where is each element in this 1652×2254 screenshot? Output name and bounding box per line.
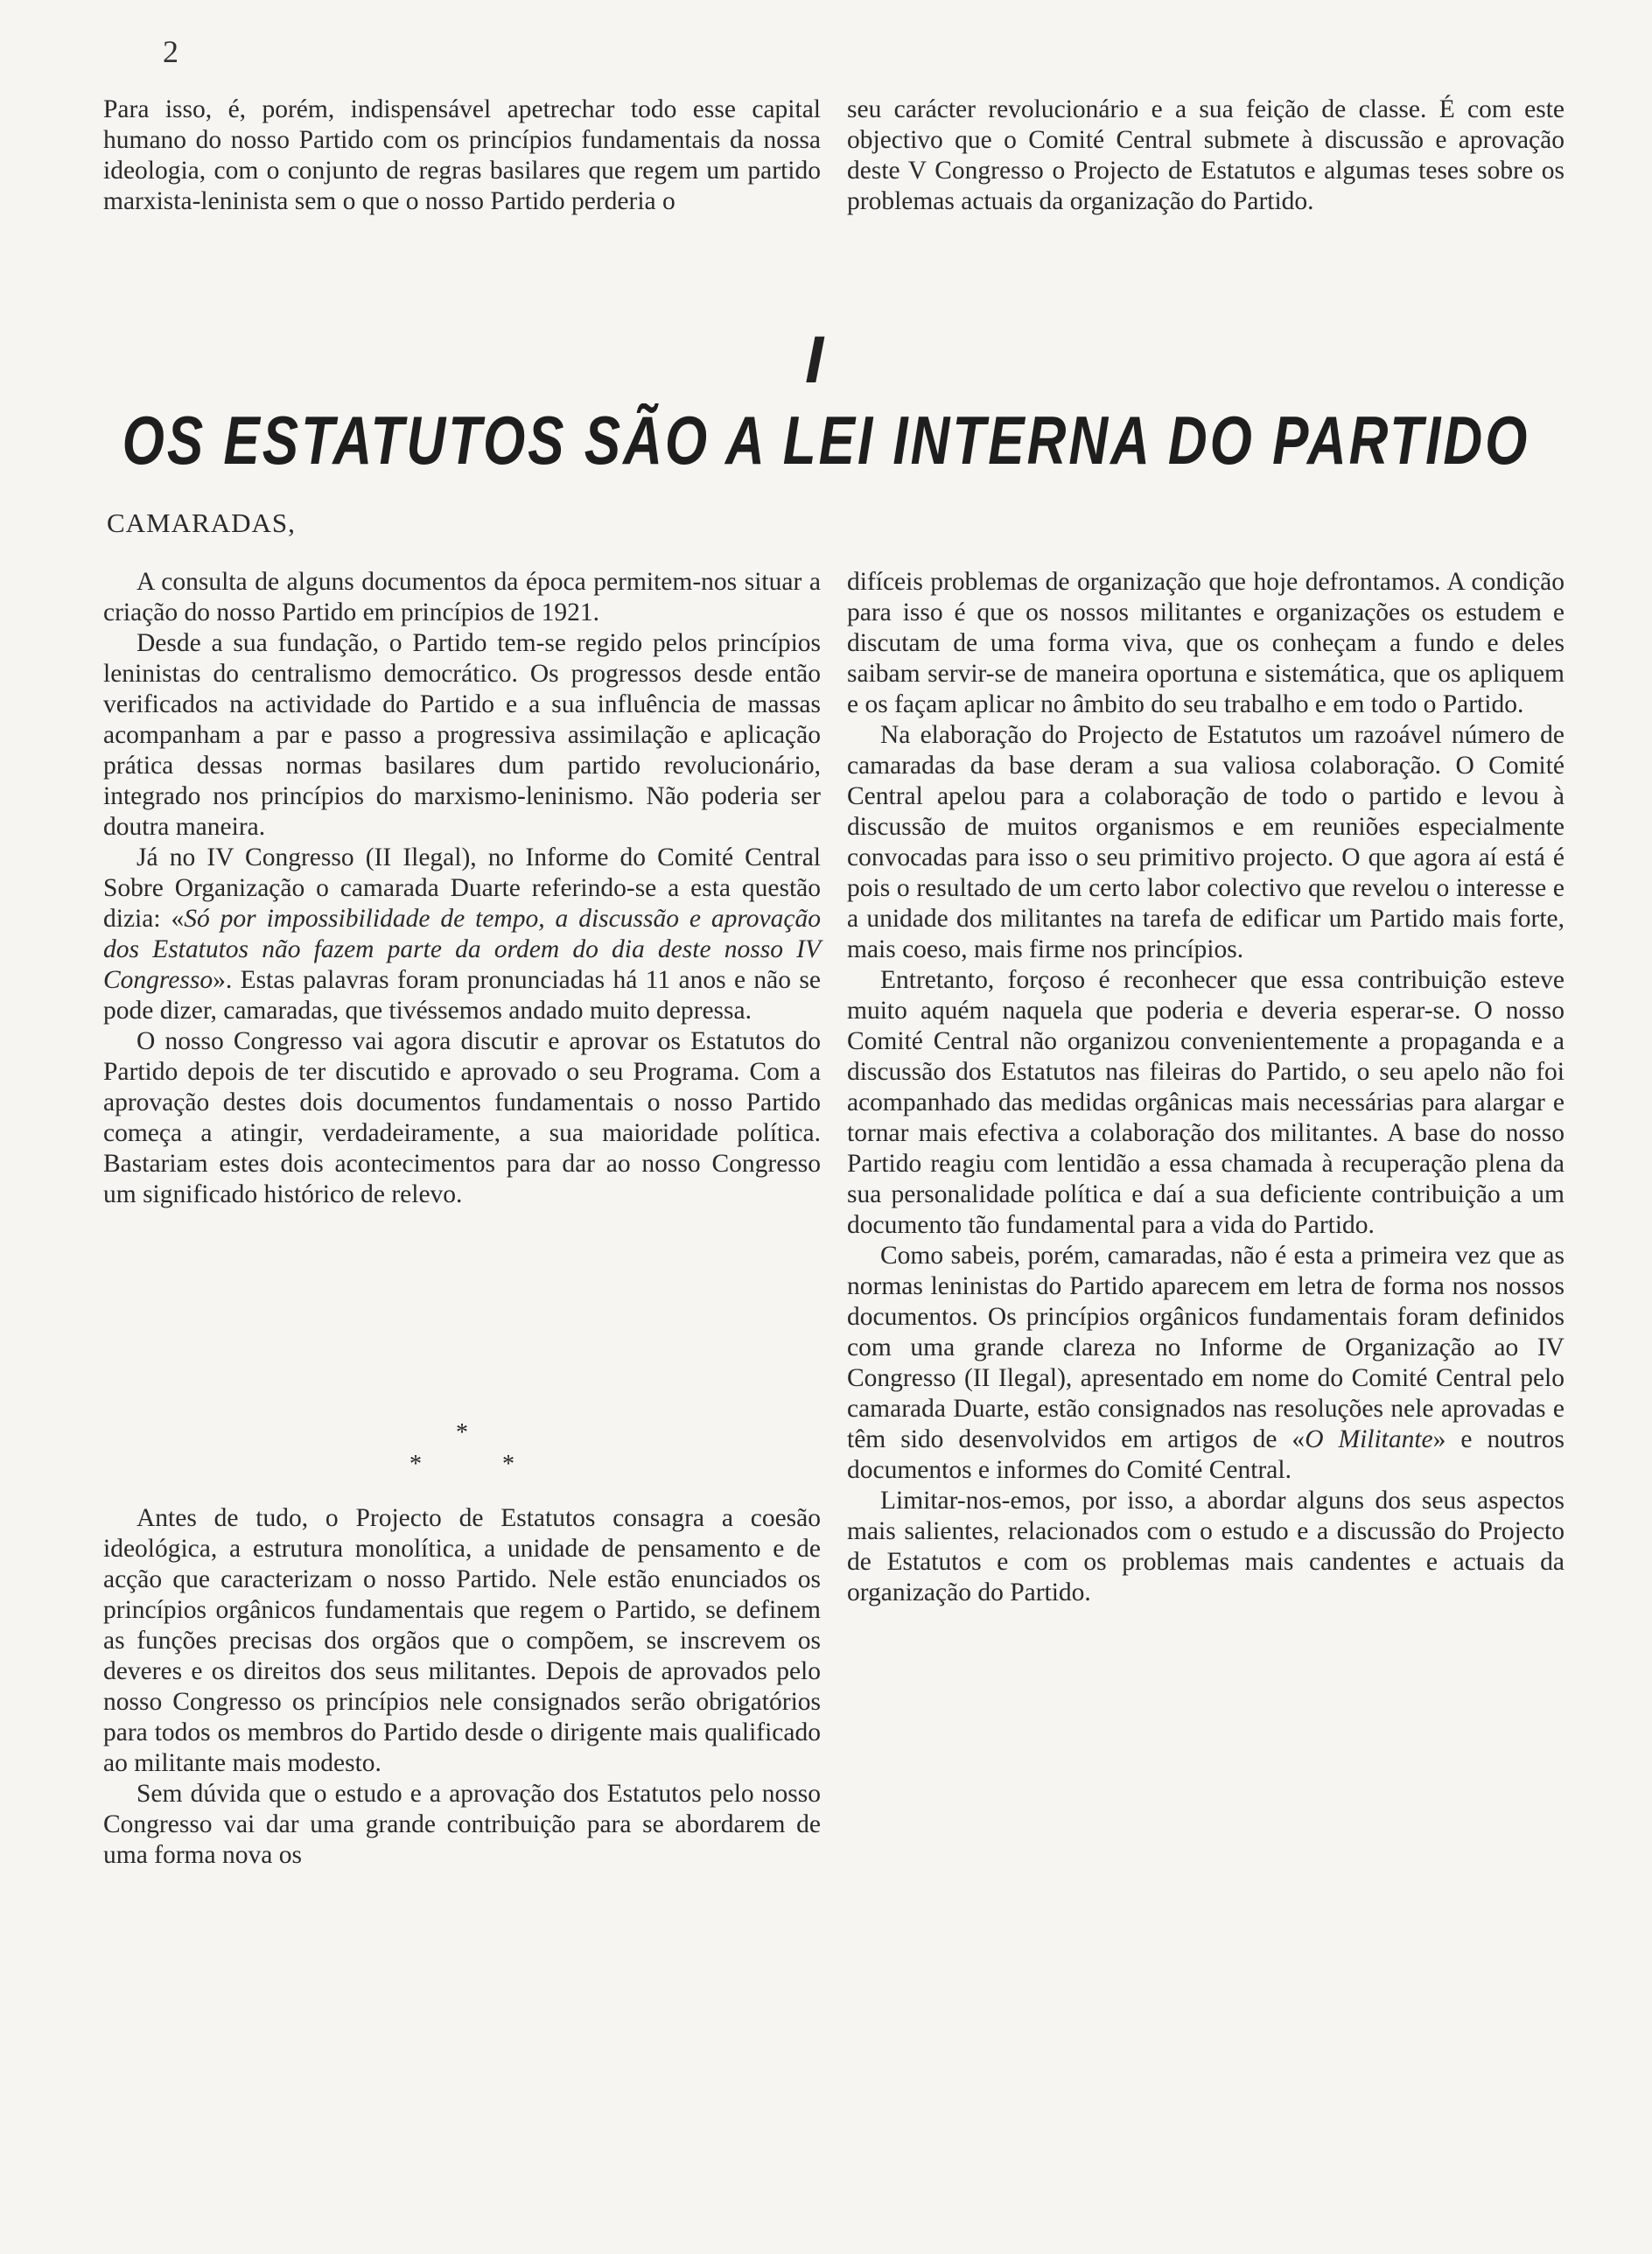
intro-right-column <box>847 94 1564 217</box>
quote-outro: ». Estas palavras foram pronunciadas há 11 anos e não se pode dizer, camaradas, que tivéssemos andado muito depressa. <box>103 966 821 1025</box>
right-paragraph-3: Entretanto, forçoso é reconhecer que essa contribuição esteve muito aquém naquela que poderia e deveria esperar-se. O nosso Comité Central não organizou convenientemente a propaganda e a discussão dos Estatutos nas fileiras do Partido, o seu apelo não foi acompanhado das medidas orgânicas mais necessárias para alargar e tornar mais efectiva a colaboração dos militantes. A base do nosso Partido reagiu com lentidão a essa chamada à recuperação plena da sua personalidade política e daí a sua deficiente contribuição a um documento tão fundamental para a vida do Partido. <box>847 966 1564 1239</box>
section-title: OS ESTATUTOS SÃO A LEI INTERNA DO PARTIDO <box>122 403 1530 480</box>
right-paragraph-2: Na elaboração do Projecto de Estatutos um razoável número de camaradas da base deram a sua valiosa colaboração. O Comité Central apelou para a colaboração de todo o partido e levou à discussão de muitos organismos e em reuniões especialmente convocadas para isso o seu primitivo projecto. O que agora aí está é pois o resultado de um certo labor colectivo que revelou o interesse e a unidade dos militantes na tarefa de edificar um Partido mais forte, mais coeso, mais firme nos princípios. <box>847 721 1564 963</box>
left-paragraph-6: Sem dúvida que o estudo e a aprovação dos Estatutos pelo nosso Congresso vai dar uma grande contribuição para se abordarem de uma forma nova os <box>103 1780 821 1869</box>
intro-right-paragraph: seu carácter revolucionário e a sua feição de classe. É com este objectivo que o Comité Central submete à discussão e aprovação deste V Congresso o Projecto de Estatutos e algumas teses sobre os problemas actuais da organização do Partido. <box>847 95 1564 215</box>
left-paragraph-4: O nosso Congresso vai agora discutir e aprovar os Estatutos do Partido depois de ter discutido e aprovado o seu Programa. Com a aprovação destes dois documentos fundamentais o nosso Partido começa a atingir, verdadeiramente, a sua maioridade política. Bastariam estes dois acontecimentos para dar ao nosso Congresso um significado histórico de relevo. <box>103 1027 821 1208</box>
section-numeral: I <box>805 323 824 397</box>
right-column <box>847 567 1564 1608</box>
salutation: CAMARADAS, <box>107 508 296 538</box>
paragraph-text: » e noutros documentos e informes do Comité Central. <box>847 1425 1565 1484</box>
intro-left-paragraph: Para isso, é, porém, indispensável apetrechar todo esse capital humano do nosso Partido com os princípios fundamentais da nossa ideologia, com o conjunto de regras basilares que regem um partido marxista-leninista sem o que o nosso Partido perderia o <box>103 95 821 215</box>
section-break-asterisks <box>103 1418 821 1480</box>
left-paragraph-1: A consulta de alguns documentos da época permitem-nos situar a criação do nosso Partido em princípios de 1921. <box>103 568 821 626</box>
left-column <box>103 567 821 1210</box>
paragraph-text: Como sabeis, porém, camaradas, não é esta a primeira vez que as normas leninistas do Partido aparecem em letra de forma nos nossos documentos. Os princípios orgânicos fundamentais foram definidos com uma grande clareza no Informe de Organização ao IV Congresso (II Ilegal), apresentado em nome do Comité Central pelo camarada Duarte, estão consignados nas resoluções nele aprovadas e têm sido desenvolvidos em artigos de « <box>847 1242 1564 1453</box>
asterisk: * <box>502 1451 514 1478</box>
right-paragraph-4 <box>847 1241 1564 1486</box>
left-paragraph-2: Desde a sua fundação, o Partido tem-se regido pelos princípios leninistas do centralismo democrático. Os progressos desde então verificados na actividade do Partido e a sua influência de massas acompanham a par e passo a progressiva assimilação e aplicação prática dessas normas basilares dum partido revolucionário, integrado nos princípios do marxismo-leninismo. Não poderia ser doutra maneira. <box>103 629 821 841</box>
left-column-continued <box>103 1503 821 1871</box>
asterisk: * <box>410 1451 422 1478</box>
left-paragraph-5: Antes de tudo, o Projecto de Estatutos consagra a coesão ideológica, a estrutura monolítica, a unidade de pensamento e de acção que caracterizam o nosso Partido. Nele estão enunciados os princípios orgânicos fundamentais que regem o Partido, se definem as funções precisas dos orgãos que o compõem, se inscrevem os deveres e os direitos dos seus militantes. Depois de aprovados pelo nosso Congresso os princípios nele consignados serão obrigatórios para todos os membros do Partido desde o dirigente mais qualificado ao militante mais modesto. <box>103 1504 821 1777</box>
asterisk: * <box>456 1419 468 1446</box>
intro-left-column <box>103 94 821 217</box>
publication-title: O Militante <box>1305 1425 1433 1453</box>
quote-text: Só por impossibilidade de tempo, a discussão e aprovação dos Estatutos não fazem parte da ordem do dia deste nosso IV Congresso <box>103 905 821 994</box>
right-paragraph-5: Limitar-nos-emos, por isso, a abordar alguns dos seus aspectos mais salientes, relacionados com o estudo e a discussão do Projecto de Estatutos e com os problemas mais candentes e actuais da organização do Partido. <box>847 1487 1564 1606</box>
quote-intro: Já no IV Congresso (II Ilegal), no Informe do Comité Central Sobre Organização o camarada Duarte referindo-se a esta questão dizia: « <box>103 844 821 933</box>
page-number: 2 <box>163 34 178 69</box>
right-paragraph-1: difíceis problemas de organização que hoje defrontamos. A condição para isso é que os nossos militantes e organizações os estudem e discutam de uma forma viva, que os conheçam a fundo e deles saibam servir-se de maneira oportuna e sistemática, que os apliquem e os façam aplicar no âmbito do seu trabalho e em todo o Partido. <box>847 568 1564 718</box>
left-paragraph-3 <box>103 843 821 1026</box>
